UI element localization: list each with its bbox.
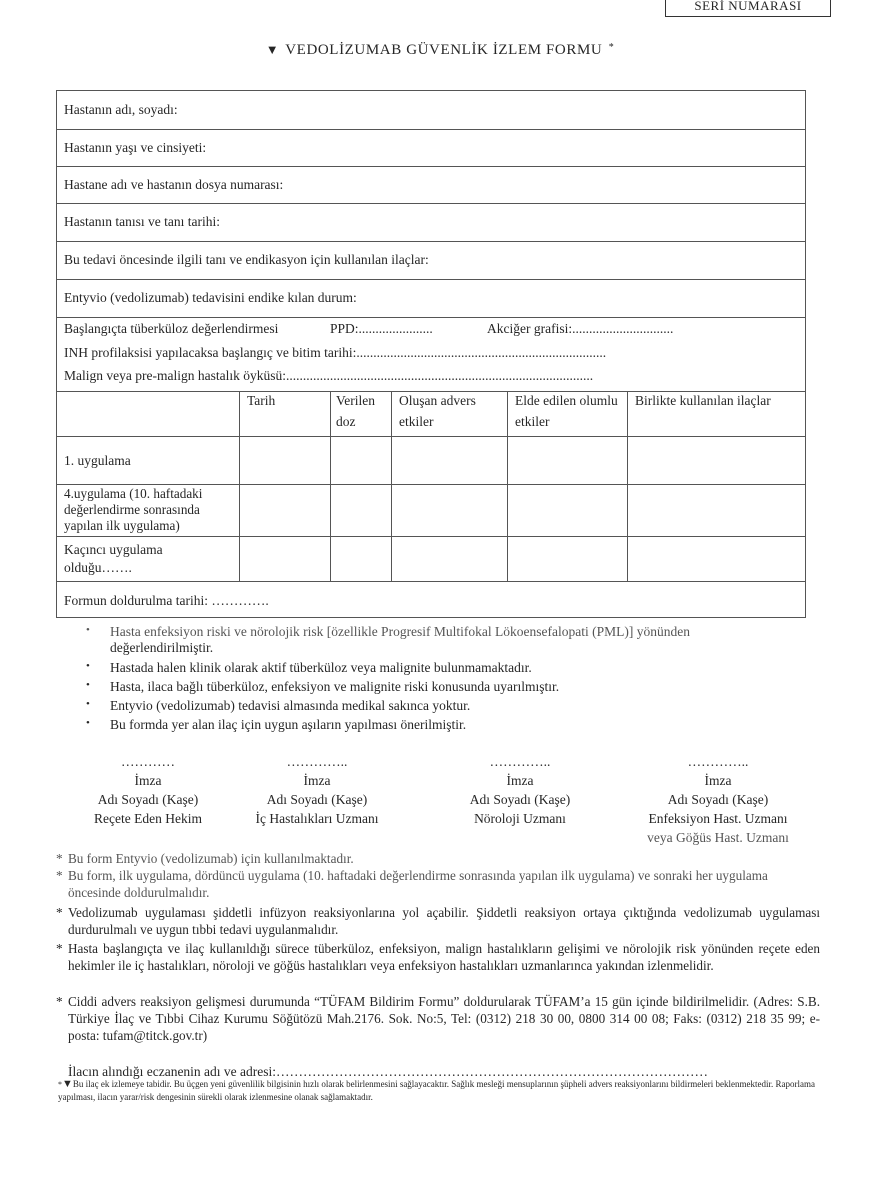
indication-field[interactable]: Entyvio (vedolizumab) tedavisini endike kılan durum:	[64, 290, 357, 305]
signature-dots: …………..	[286, 754, 348, 769]
footnote	[56, 867, 820, 901]
checklist-text: Entyvio (vedolizumab) tedavisi almasında medikal sakınca yoktur.	[110, 698, 471, 713]
hospital-file-number-field[interactable]: Hastane adı ve hastanın dosya numarası:	[64, 177, 284, 192]
title-asterisk: *	[608, 42, 615, 53]
footnote-text: Vedolizumab uygulaması şiddetli infüzyon reaksiyonlarına yol açabilir. Şiddetli reaksiyon ortaya çıktığında vedolizumab uygulaması durdurulmalı ve uygun tıbbi tedavi uygulanmalıdır.	[68, 905, 820, 937]
footnote	[56, 940, 820, 974]
patient-name-field[interactable]: Hastanın adı, soyadı:	[64, 102, 178, 117]
table-header-adverse-effects: Oluşan advers etkiler	[399, 393, 476, 429]
signature-name-label: Adı Soyadı (Kaşe)	[667, 792, 769, 807]
checklist-item-continued	[110, 640, 213, 656]
divider	[56, 129, 806, 130]
signature-label: İmza	[506, 773, 534, 788]
footnote-text: Bu form Entyvio (vedolizumab) için kullanılmaktadır.	[68, 851, 354, 866]
signature-role-alternative: veya Göğüs Hast. Uzmanı	[647, 830, 789, 845]
form-fill-date-field[interactable]: Formun doldurulma tarihi: ………….	[64, 593, 269, 608]
table-column-divider	[391, 391, 392, 581]
signature-block-infectious-disease[interactable]	[618, 752, 818, 847]
signature-block-neurology[interactable]	[420, 752, 620, 828]
signature-role: Enfeksiyon Hast. Uzmanı	[648, 811, 788, 826]
form-title	[0, 42, 880, 59]
signature-name-label: Adı Soyadı (Kaşe)	[266, 792, 368, 807]
signature-dots: …………	[121, 754, 175, 769]
note-asterisk: *	[56, 941, 63, 956]
note-asterisk: *	[56, 905, 63, 920]
footer-text: Bu ilaç ek izlemeye tabidir. Bu üçgen yeni güvenlilik bilgisinin hızlı olarak belirlenmesini sağlayacaktır. Sağlık mesleği mensuplarının şüpheli advers reaksiyonlarını bildirmeleri beklenmektedir. Raporlama yapılması, ilacın yarar/risk dengesinin sürekli olarak izlenmesine olanak sağlamaktadır.	[58, 1079, 815, 1102]
bullet-icon: •	[86, 679, 90, 691]
checklist-item	[86, 624, 690, 640]
inh-prophylaxis-field[interactable]: INH profilaksisi yapılacaksa başlangıç ve bitim tarihi:..........................................................................	[64, 345, 607, 360]
divider	[56, 581, 806, 582]
checklist-item	[86, 717, 467, 733]
malignancy-history-field[interactable]: Malign veya pre-malign hastalık öyküsü:...........................................................................................	[64, 368, 594, 383]
table-row-dose-number: Kaçıncı uygulama olduğu…….	[64, 542, 163, 575]
diagnosis-date-field[interactable]: Hastanın tanısı ve tanı tarihi:	[64, 214, 220, 229]
checklist-text: değerlendirilmiştir.	[110, 640, 214, 655]
black-triangle-icon: ▼	[62, 1078, 73, 1090]
pharmacy-name-address-field[interactable]: İlacın alındığı eczanenin adı ve adresi:……………………………………………………………………………………	[68, 1064, 709, 1079]
table-column-divider	[330, 391, 331, 581]
bullet-icon: •	[86, 717, 90, 729]
note-asterisk: *	[56, 868, 63, 883]
checklist-item	[86, 698, 471, 714]
checklist-text: Hastada halen klinik olarak aktif tüberküloz veya malignite bulunmamaktadır.	[110, 660, 532, 675]
signature-role: İç Hastalıkları Uzmanı	[255, 811, 379, 826]
checklist-text: Hasta enfeksiyon riski ve nörolojik risk [özellikle Progresif Multifokal Lökoensefalopati (PML)] yönünden	[110, 624, 690, 639]
checklist-item	[86, 660, 532, 676]
previous-drugs-field[interactable]: Bu tedavi öncesinde ilgili tanı ve endikasyon için kullanılan ilaçlar:	[64, 252, 429, 267]
table-header-date: Tarih	[247, 393, 276, 408]
table-column-divider	[507, 391, 508, 581]
checklist-item	[86, 679, 560, 695]
footnote	[56, 904, 820, 938]
table-column-divider	[239, 391, 240, 581]
signature-role: Nöroloji Uzmanı	[474, 811, 566, 826]
ppd-field[interactable]: PPD:......................	[330, 321, 433, 336]
divider	[56, 166, 806, 167]
patient-age-sex-field[interactable]: Hastanın yaşı ve cinsiyeti:	[64, 140, 207, 155]
divider	[56, 484, 806, 485]
table-header-concomitant-drugs: Birlikte kullanılan ilaçlar	[635, 393, 771, 408]
table-header-positive-effects: Elde edilen olumlu etkiler	[515, 393, 618, 429]
form-title-text: VEDOLİZUMAB GÜVENLİK İZLEM FORMU	[285, 42, 603, 58]
bullet-icon: •	[86, 624, 90, 636]
note-asterisk: *	[56, 851, 63, 866]
divider	[56, 203, 806, 204]
black-triangle-icon: ▼	[265, 42, 280, 57]
tb-assessment-label: Başlangıçta tüberküloz değerlendirmesi	[64, 321, 279, 336]
footnote	[56, 993, 820, 1044]
table-header-dose: Verilen doz	[336, 393, 375, 429]
footnote-text: Ciddi advers reaksiyon gelişmesi durumunda “TÜFAM Bildirim Formu” doldurularak TÜFAM’a 15 gün içinde bildirilmelidir. (Adres: S.B. Türkiye İlaç ve Tıbbi Cihaz Kurumu Söğütözü Mah.2176. Sok. No:5, Tel: (0312) 218 30 00, 0800 314 00 08; Faks: (0312) 218 35 99; e-posta: tufam@titck.gov.tr)	[68, 994, 820, 1043]
bullet-icon: •	[86, 698, 90, 710]
serial-number-label: SERİ NUMARASI	[694, 0, 802, 13]
bullet-icon: •	[86, 660, 90, 672]
divider	[56, 436, 806, 437]
signature-role: Reçete Eden Hekim	[94, 811, 202, 826]
chest-xray-field[interactable]: Akciğer grafisi:..............................	[487, 321, 674, 336]
table-column-divider	[627, 391, 628, 581]
footnote	[56, 850, 820, 867]
note-asterisk: *	[56, 994, 63, 1009]
signature-name-label: Adı Soyadı (Kaşe)	[97, 792, 199, 807]
additional-monitoring-notice	[58, 1078, 822, 1104]
footer-asterisk: *	[58, 1080, 62, 1089]
signature-dots: …………..	[687, 754, 749, 769]
divider	[56, 317, 806, 318]
footnote-text: Hasta başlangıçta ve ilaç kullanıldığı sürece tüberküloz, enfeksiyon, malign hastalıkların gelişimi ve nörolojik risk yönünden reçete eden hekimler ile iç hastalıkları, nöroloji ve göğüs hastalıkları veya enfeksiyon hastalıkları uzmanlarınca yakından izlenmelidir.	[68, 941, 820, 973]
checklist-text: Bu formda yer alan ilaç için uygun aşıların yapılması önerilmiştir.	[110, 717, 467, 732]
signature-label: İmza	[134, 773, 162, 788]
divider	[56, 279, 806, 280]
divider	[56, 241, 806, 242]
divider	[56, 536, 806, 537]
serial-number-box	[665, 0, 831, 17]
table-row-first-dose: 1. uygulama	[64, 453, 131, 468]
signature-label: İmza	[704, 773, 732, 788]
signature-block-internal-medicine[interactable]	[217, 752, 417, 828]
signature-label: İmza	[303, 773, 331, 788]
signature-name-label: Adı Soyadı (Kaşe)	[469, 792, 571, 807]
checklist-text: Hasta, ilaca bağlı tüberküloz, enfeksiyon ve malignite riski konusunda uyarılmıştır.	[110, 679, 560, 694]
table-row-fourth-dose: 4.uygulama (10. haftadaki değerlendirme sonrasında yapılan ilk uygulama)	[64, 486, 203, 533]
signature-dots: …………..	[489, 754, 551, 769]
footnote-text: Bu form, ilk uygulama, dördüncü uygulama (10. haftadaki değerlendirme sonrasında yapılan ilk uygulama) ve sonraki her uygulama öncesinde doldurulmalıdır.	[68, 868, 768, 900]
